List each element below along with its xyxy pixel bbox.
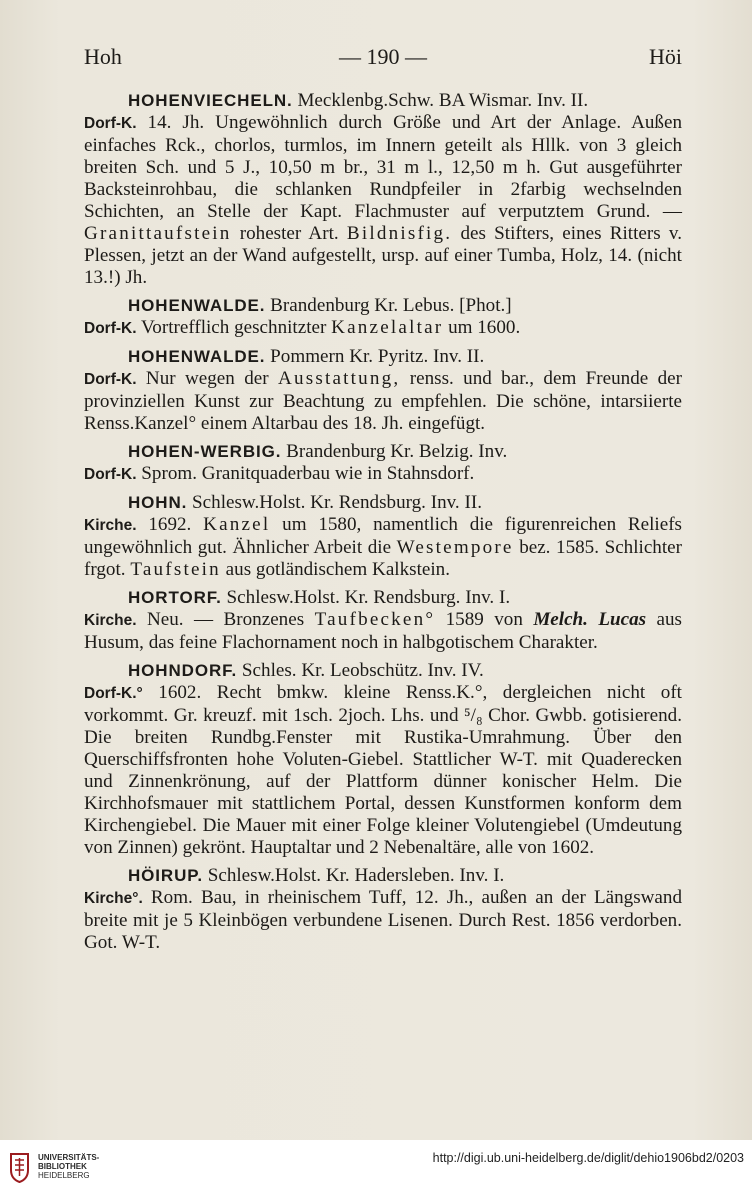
place-region: Pommern Kr. Pyritz. Inv. II. <box>265 346 485 367</box>
building-type: Dorf-K. <box>84 320 137 337</box>
entry-text: Dorf-K. Vortrefflich geschnitzter Kanzelaltar um 1600. <box>84 317 521 338</box>
entry-hortorf <box>84 587 682 654</box>
building-type: Dorf-K. <box>84 115 137 132</box>
building-type: Dorf-K. <box>84 466 137 483</box>
running-header <box>84 44 682 78</box>
place-region: Schles. Kr. Leobschütz. Inv. IV. <box>237 660 484 681</box>
place-name: HOHNDORF. <box>128 661 238 680</box>
university-library-logo <box>8 1150 158 1190</box>
place-region: Brandenburg Kr. Belzig. Inv. <box>281 441 508 462</box>
place-name: HOHENWALDE. <box>128 296 266 315</box>
page-body <box>84 90 682 960</box>
logo-line-1: UNIVERSITÄTS- <box>38 1153 100 1162</box>
header-right: Höi <box>649 44 682 69</box>
entry-text: Dorf-K. Nur wegen der Ausstattung, renss. und bar., dem Freunde der provinziellen Kunst zur Beachtung zu empfehlen. Die schöne, intarsiierte Renss.Kanzel° einem Altarbau des 18. Jh. eingefügt. <box>84 368 683 434</box>
logo-line-2: BIBLIOTHEK <box>38 1162 87 1171</box>
building-type: Kirche°. <box>84 890 143 907</box>
place-name: HOHEN-WERBIG. <box>128 442 282 461</box>
library-seal-icon <box>8 1150 32 1184</box>
place-region: Schlesw.Holst. Kr. Hadersleben. Inv. I. <box>202 865 505 886</box>
building-type: Kirche. <box>84 517 137 534</box>
building-type: Kirche. <box>84 612 137 629</box>
entry-hoirup <box>84 865 682 954</box>
place-region: Schlesw.Holst. Kr. Rendsburg. Inv. I. <box>221 587 511 608</box>
source-url-link[interactable]: http://digi.ub.uni-heidelberg.de/diglit/dehio1906bd2/0203 <box>432 1151 744 1165</box>
entry-hohenwalde-brandenburg <box>84 295 682 340</box>
artist-name: Melch. Lucas <box>533 609 647 630</box>
header-left: Hoh <box>84 44 122 69</box>
place-name: HOHN. <box>128 493 188 512</box>
place-region: Schlesw.Holst. Kr. Rendsburg. Inv. II. <box>187 492 482 513</box>
entry-hohndorf <box>84 660 682 859</box>
entry-text: Kirche. 1692. Kanzel um 1580, namentlich die figurenreichen Reliefs ungewöhnlich gut. Ähnlicher Arbeit die Westempore bez. 1585. Schlichter frgot. Taufstein aus gotländischem Kalkstein. <box>84 514 682 580</box>
place-name: HOHENWALDE. <box>128 347 266 366</box>
place-name: HÖIRUP. <box>128 866 203 885</box>
library-footer <box>0 1140 752 1196</box>
building-type: Dorf-K.° <box>84 685 143 702</box>
entry-hohn <box>84 492 682 581</box>
entry-text: Dorf-K. 14. Jh. Ungewöhnlich durch Größe und Art der Anlage. Außen einfaches Rck., chorlos, turmlos, im Innern geteilt als Hllk. von 3 gleich breiten Sch. und 5 J., 10,50 m br., 31 m l., 12,50 m h. Gut ausgeführter Backsteinrohbau, die schlanken Rundpfeiler in 2farbig wechselnden Schichten, an Stelle der Kapt. Flachmuster auf verputztem Grund. — Granittaufstein rohester Art. Bildnisfig. des Stifters, eines Ritters v. Plessen, jetzt an der Wand aufgestellt, ursp. auf einer Tumba, Holz, 14. (nicht 13.!) Jh. <box>84 112 682 288</box>
building-type: Dorf-K. <box>84 371 137 388</box>
place-region: Mecklenbg.Schw. BA Wismar. Inv. II. <box>292 90 589 111</box>
entry-text: Dorf-K.° 1602. Recht bmkw. kleine Renss.K.°, dergleichen nicht oft vorkommt. Gr. kreuzf. mit 1sch. 2joch. Lhs. und ⁵/₈ Chor. Gwbb. gotisierend. Die breiten Rundbg.Fenster mit Rustika-Umrahmung. Über den Querschiffsfronten hohe Voluten-Giebel. Stattlicher W-T. mit Quaderecken und Zinnenkrönung, auf der Plattform dünner konischer Helm. Die Kirchhofsmauer mit stattlichem Portal, dessen Kunstformen konform dem Kirchengiebel. Die Mauer mit einer Folge kleiner Volutengiebel (Umdeutung von Zinnen) gekrönt. Hauptaltar und 2 Nebenaltäre, alle von 1602. <box>84 682 682 858</box>
logo-line-3: HEIDELBERG <box>38 1171 90 1180</box>
place-region: Brandenburg Kr. Lebus. [Phot.] <box>265 295 512 316</box>
place-name: HORTORF. <box>128 588 222 607</box>
entry-hohen-werbig <box>84 441 682 486</box>
page-number: — 190 — <box>339 44 427 69</box>
place-name: HOHENVIECHELN. <box>128 91 293 110</box>
entry-text: Kirche. Neu. — Bronzenes Taufbecken° 1589 von Melch. Lucas aus Husum, das feine Flachornament noch in halbgotischem Charakter. <box>84 609 682 653</box>
entry-hohenviecheln <box>84 90 682 289</box>
entry-text: Kirche°. Rom. Bau, in rheinischem Tuff, 12. Jh., außen an der Längswand breite mit je 5 Kleinbögen verbundene Lisenen. Durch Rest. 1856 verdorben. Got. W-T. <box>84 887 682 953</box>
entry-text: Dorf-K. Sprom. Granitquaderbau wie in Stahnsdorf. <box>84 463 475 484</box>
entry-hohenwalde-pommern <box>84 346 682 435</box>
